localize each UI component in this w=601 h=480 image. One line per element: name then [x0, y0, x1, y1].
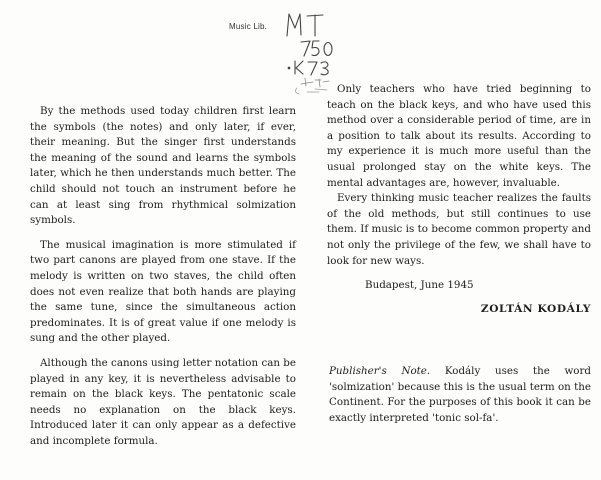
paragraph: Although the canons using letter notation can be played in any key, it is nevertheless advisable to remain on the black keys. The pentatonic scale needs no explanation on the black keys. Introduced later it can only appear as a defective and incomplete formula.	[30, 356, 296, 447]
publishers-note	[329, 364, 591, 426]
library-stamp: Music Lib.	[229, 22, 268, 31]
paragraph: Every thinking music teacher realizes the faults of the old methods, but still continues to use them. If music is to become common property and not only the privilege of the few, we shall have to look for new ways.	[327, 192, 591, 267]
paragraph: Only teachers who have tried beginning to teach on the black keys, and who have used this method over a considerable period of time, are in a position to talk about its results. According to my experience it is much more useful than the usual prolonged stay on the white keys. The mental advantages are, however, invaluable.	[327, 83, 591, 189]
right-column	[327, 82, 591, 317]
paragraph: By the methods used today children first learn the symbols (the notes) and only later, if ever, their meaning. But the singer first understands the meaning of the sound and learns the symbols later, which he then understands much better. The child should not touch an instrument before he can at least sing from rhythmical solmization symbols.	[30, 105, 296, 227]
place-date: Budapest, June 1945	[365, 279, 474, 292]
paragraph: The musical imagination is more stimulated if two part canons are played from one stave. If the melody is written on two staves, the child often does not even realize that both hands are playing the same tune, since the simultaneous action predominates. It is of great value if one melody is sung and the other played.	[30, 238, 296, 345]
note-text: Kodály uses the word 'solmization' because this is the usual term on the Continent. For the purposes of this book it can be exactly interpreted 'tonic sol-fa'.	[329, 365, 591, 424]
left-column	[30, 104, 296, 449]
note-label: Publisher's Note.	[329, 365, 431, 377]
author-signature: ZOLTÁN KODÁLY	[480, 302, 591, 315]
